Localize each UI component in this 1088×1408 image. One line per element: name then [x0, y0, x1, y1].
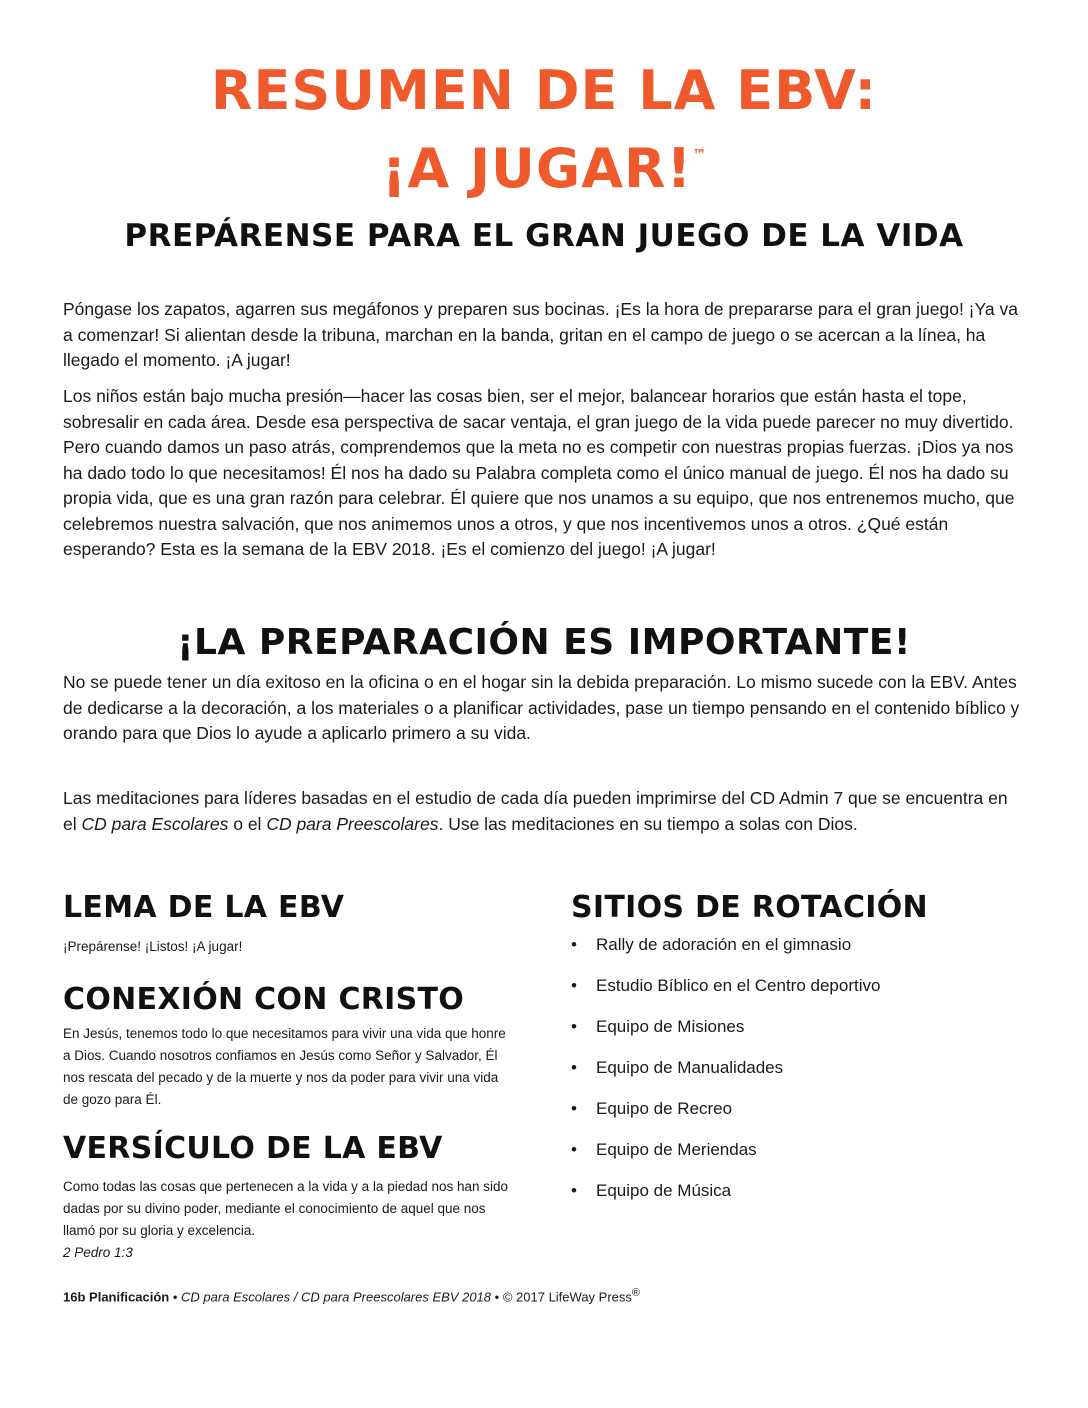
sitios-heading: SITIOS DE ROTACIÓN — [571, 890, 928, 925]
versiculo-reference: 2 Pedro 1:3 — [63, 1245, 133, 1260]
trademark-symbol: ™ — [692, 147, 707, 163]
title-line2-text: ¡A JUGAR! — [381, 137, 693, 200]
rotation-sites-list — [571, 932, 1031, 1219]
versiculo-text — [63, 1176, 513, 1264]
list-item-label: Equipo de Meriendas — [596, 1140, 757, 1159]
bullet-icon: • — [571, 1058, 577, 1077]
registered-symbol: ® — [631, 1287, 640, 1299]
prep-p2-text-2: o el — [228, 813, 267, 834]
page-title-line1: RESUMEN DE LA EBV: — [210, 59, 878, 122]
list-item-label: Rally de adoración en el gimnasio — [596, 935, 852, 954]
footer-section: Planificación — [89, 1289, 170, 1305]
list-item-label: Equipo de Misiones — [596, 1017, 745, 1036]
footer-copyright: © 2017 LifeWay Press — [502, 1289, 632, 1305]
list-item-label: Equipo de Recreo — [596, 1099, 733, 1118]
bullet-icon: • — [571, 1017, 577, 1036]
bullet-icon: • — [571, 1181, 577, 1200]
list-item-label: Equipo de Música — [596, 1181, 732, 1200]
page-title-line2 — [0, 137, 1088, 200]
lema-text: ¡Prepárense! ¡Listos! ¡A jugar! — [63, 939, 243, 954]
page-footer — [63, 1287, 1043, 1304]
list-item — [571, 973, 1031, 1014]
list-item — [571, 932, 1031, 973]
conexion-heading: CONEXIÓN CON CRISTO — [63, 982, 465, 1017]
footer-separator: • — [494, 1289, 500, 1305]
conexion-text: En Jesús, tenemos todo lo que necesitamos para vivir una vida que honre a Dios. Cuando nosotros confiamos en Jesús como Señor y Salvador, Él nos rescata del pecado y de la muerte y nos da poder para vivir una vida de gozo para Él. — [63, 1026, 506, 1107]
bullet-icon: • — [571, 935, 577, 954]
footer-separator: • — [172, 1289, 178, 1305]
list-item — [571, 1137, 1031, 1178]
list-item-label: Equipo de Manualidades — [596, 1058, 784, 1077]
lema-heading: LEMA DE LA EBV — [63, 890, 345, 925]
bullet-icon: • — [571, 976, 577, 995]
versiculo-body: Como todas las cosas que pertenecen a la vida y a la piedad nos han sido dadas por su divino poder, mediante el conocimiento de aquel que nos llamó por su gloria y excelencia. — [63, 1179, 509, 1238]
prep-p2-italic-1: CD para Escolares — [81, 813, 229, 834]
page-subtitle: PREPÁRENSE PARA EL GRAN JUEGO DE LA VIDA — [124, 218, 964, 254]
intro-paragraph-1: Póngase los zapatos, agarren sus megáfonos y preparen sus bocinas. ¡Es la hora de prepararse para el gran juego! ¡Ya va a comenzar! Si alientan desde la tribuna, marchan en la banda, gritan en el campo de juego o se acercan a la línea, ha llegado el momento. ¡A jugar! — [63, 299, 1018, 370]
footer-product: CD para Escolares / CD para Preescolares EBV 2018 — [181, 1289, 492, 1305]
prep-p2-text-3: . Use las meditaciones en su tiempo a solas con Dios. — [438, 813, 858, 834]
preparation-paragraph-2 — [63, 786, 1023, 837]
bullet-icon: • — [571, 1140, 577, 1159]
list-item — [571, 1014, 1031, 1055]
bullet-icon: • — [571, 1099, 577, 1118]
preparation-paragraph-1: No se puede tener un día exitoso en la oficina o en el hogar sin la debida preparación. Lo mismo sucede con la EBV. Antes de dedicarse a la decoración, a los materiales o a planificar actividades, pase un tiempo pensando en el contenido bíblico y orando para que Dios lo ayude a aplicarlo primero a su vida. — [63, 672, 1020, 743]
list-item-label: Estudio Bíblico en el Centro deportivo — [596, 976, 881, 995]
list-item — [571, 1178, 1031, 1219]
prep-p2-italic-2: CD para Preescolares — [266, 813, 439, 834]
versiculo-heading: VERSÍCULO DE LA EBV — [63, 1131, 443, 1166]
footer-page-number: 16b — [63, 1289, 86, 1305]
preparation-heading: ¡LA PREPARACIÓN ES IMPORTANTE! — [177, 622, 911, 663]
intro-paragraph-2: Los niños están bajo mucha presión—hacer las cosas bien, ser el mejor, balancear horarios que están hasta el tope, sobresalir en cada área. Desde esa perspectiva de sacar ventaja, el gran juego de la vida puede parecer no muy divertido. Pero cuando damos un paso atrás, comprendemos que la meta no es competir con nuestras propias fuerzas. ¡Dios ya nos ha dado todo lo que necesitamos! Él nos ha dado su Palabra completa como el único manual de juego. Él nos ha dado su propia vida, que es una gran razón para celebrar. Él quiere que nos unamos a su equipo, que nos entrenemos mucho, que celebremos nuestra salvación, que nos animemos unos a otros, y que nos incentivemos unos a otros. ¿Qué están esperando? Esta es la semana de la EBV 2018. ¡Es el comienzo del juego! ¡A jugar! — [63, 386, 1015, 559]
list-item — [571, 1055, 1031, 1096]
list-item — [571, 1096, 1031, 1137]
prep-p2-text-1: Las meditaciones para líderes basadas en el estudio de cada día pueden imprimirse del CD Admin 7 que se encuentra en el — [63, 788, 1008, 834]
